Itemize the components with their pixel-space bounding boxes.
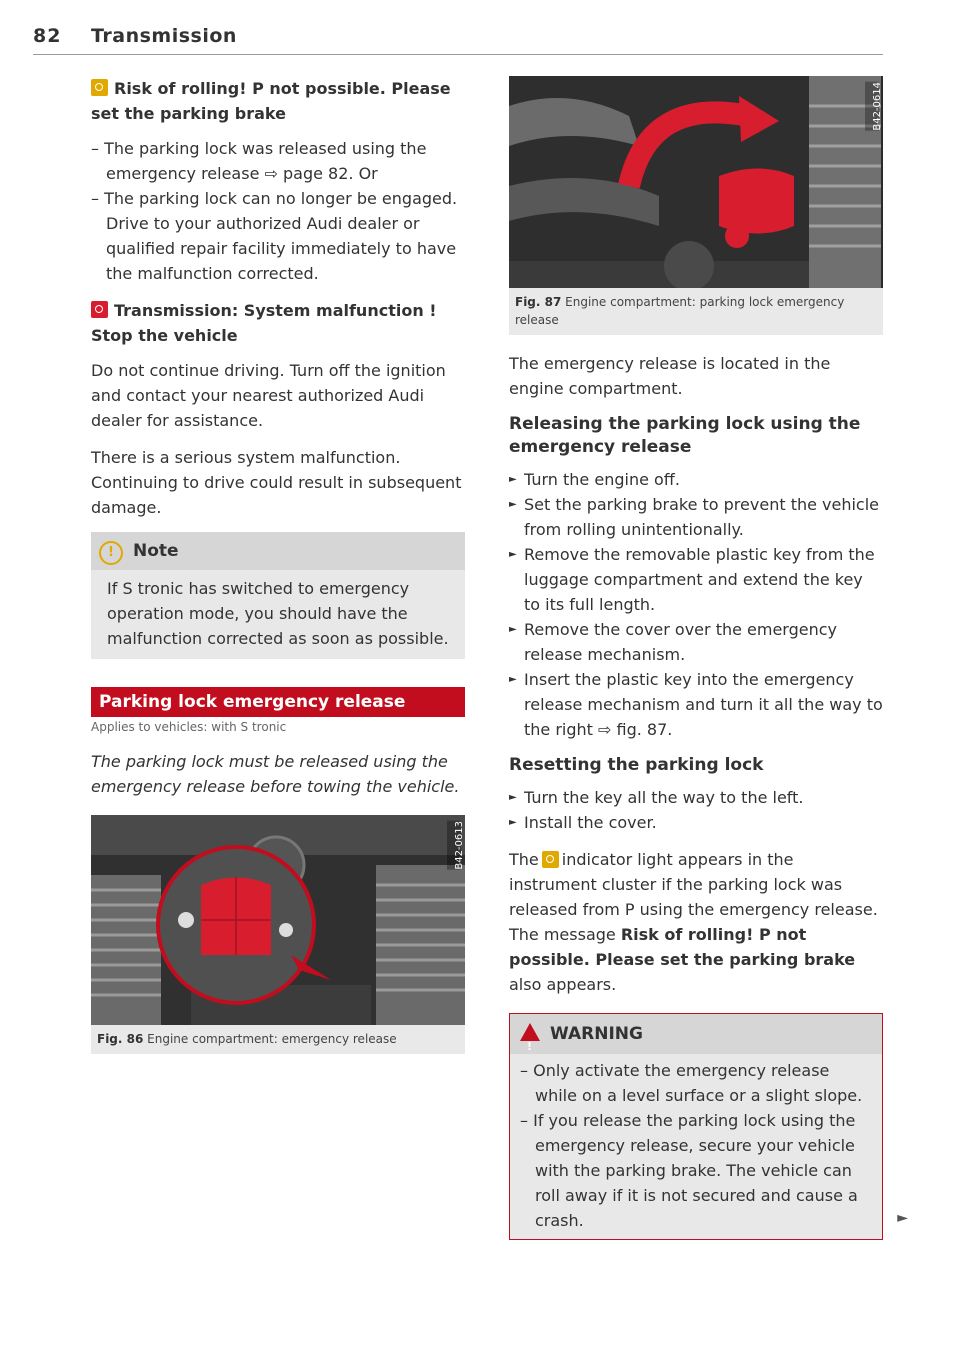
right-column [509,76,908,1240]
paragraph: There is a serious system malfunction. Continuing to drive could result in subsequent damage. [91,448,462,517]
intro-text: The parking lock must be released using the emergency release before towing the vehicle. [91,752,460,796]
warning-box [509,1013,908,1240]
list-item: – Only activate the emergency release while on a level surface or a slight slope. [520,1058,872,1108]
section-title: Transmission [91,25,237,47]
warning-list [520,1058,872,1233]
list-item: ► Remove the cover over the emergency release mechanism. [509,617,883,667]
subheading-resetting: Resetting the parking lock [509,755,764,775]
list-item: – The parking lock was released using the emergency release ⇨ page 82. Or [91,136,465,186]
figure-code: B42-0614 [865,82,879,131]
note-text: If S tronic has switched to emergency operation mode, you should have the malfunction corrected as soon as possible. [107,579,449,648]
warning-header: !WARNING [510,1014,882,1054]
note-box [91,532,465,659]
list-item: ► Remove the removable plastic key from the luggage compartment and extend the key to its full length. [509,542,883,617]
page-header [33,22,883,55]
continue-arrow-icon: ► [897,1210,908,1226]
paragraph: Do not continue driving. Turn off the ignition and contact your nearest authorized Audi dealer for assistance. [91,361,446,430]
warning-icon [520,1023,540,1041]
page-number: 82 [33,25,62,47]
red-indicator-icon [91,301,108,318]
message-heading-risk-of-rolling: Risk of rolling! P not possible. Please set the parking brake [91,79,451,123]
engine-illustration [509,76,881,288]
figure-caption: Fig. 86 Engine compartment: emergency release [97,1032,397,1046]
note-header: ! Note [91,532,465,570]
engine-photo [91,815,465,1025]
message-heading-system-malfunction: Transmission: System malfunction ! Stop the vehicle [91,301,437,345]
figure-87 [509,76,883,335]
figure-caption: Fig. 87 Engine compartment: parking lock emergency release [515,295,845,327]
list-item: ► Install the cover. [509,810,883,835]
steps-list [509,467,883,742]
paragraph: The indicator light appears in the instrument cluster if the parking lock was released from P using the emergency release. The message Risk of rolling! P not possible. Please set the parking brake also appears. [509,850,878,994]
steps-list [509,785,883,835]
engine-illustration [91,815,465,1025]
message-list [91,136,465,286]
subheading-releasing: Releasing the parking lock using the emergency release [509,414,861,457]
warning-text [510,1054,882,1239]
paragraph: The emergency release is located in the engine compartment. [509,354,831,398]
figure-code: B42-0613 [447,821,461,870]
engine-photo [509,76,883,288]
applies-to: Applies to vehicles: with S tronic [91,720,287,734]
list-item: – If you release the parking lock using the emergency release, secure your vehicle with the parking brake. The vehicle can roll away if it is not secured and cause a crash. [520,1108,872,1233]
list-item: ► Set the parking brake to prevent the vehicle from rolling unintentionally. [509,492,883,542]
section-heading: Parking lock emergency release [91,687,465,717]
yellow-indicator-icon [91,79,108,96]
note-icon: ! [99,541,123,565]
list-item: ► Insert the plastic key into the emergency release mechanism and turn it all the way to the right ⇨ fig. 87. [509,667,883,742]
list-item: ► Turn the key all the way to the left. [509,785,883,810]
list-item: – The parking lock can no longer be engaged. Drive to your authorized Audi dealer or qualified repair facility immediately to have the malfunction corrected. [91,186,465,286]
left-column [91,76,465,1054]
list-item: ► Turn the engine off. [509,467,883,492]
yellow-indicator-icon [542,851,559,868]
figure-86 [91,815,465,1054]
